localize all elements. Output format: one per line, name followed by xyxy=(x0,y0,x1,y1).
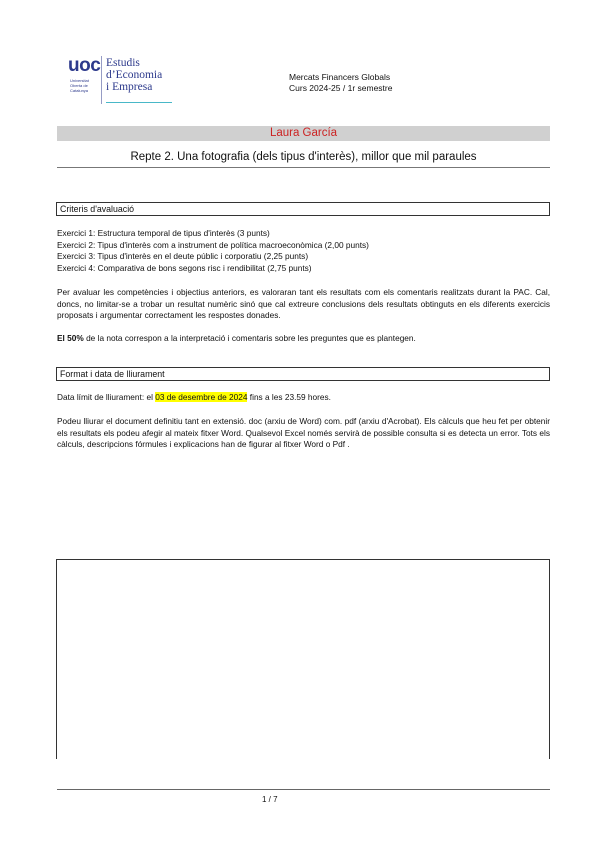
logo-faculty-name xyxy=(106,57,176,93)
criteria-paragraph: Per avaluar les competències i objectius anteriors, es valoraran tant els resultats com els comentaris realitzats durant la PAC. Cal, doncs, no limitar-se a trobar un resultat numèric sinó que cal extreure conclusions dels resultats obtinguts en els diferents exercicis proposats i argumentar correctament les respostes donades. xyxy=(57,287,550,320)
weighting-paragraph xyxy=(57,333,550,345)
criteria-heading: Criteris d'avaluació xyxy=(56,202,550,216)
page-number: 1 / 7 xyxy=(262,795,278,804)
exercise-item: Exercici 3: Tipus d'interès en el deute públic i corporatiu (2,25 punts) xyxy=(57,251,309,262)
deadline-suffix: fins a les 23.59 hores. xyxy=(247,392,331,402)
logo-name-line: i Empresa xyxy=(106,81,153,93)
logo-wordmark: uoc xyxy=(68,55,101,76)
student-name: Laura García xyxy=(57,126,550,141)
course-header xyxy=(289,72,392,94)
logo-divider xyxy=(101,56,102,104)
course-title: Mercats Financers Globals xyxy=(289,72,391,82)
deadline-date: 03 de desembre de 2024 xyxy=(155,392,248,402)
exercise-list xyxy=(57,228,550,275)
logo-name-line: d’Economia xyxy=(106,69,163,81)
weighting-bold: El 50% xyxy=(57,333,84,343)
exercise-item: Exercici 2: Tipus d'interès com a instrument de política macroeconòmica (2,00 punts) xyxy=(57,239,369,250)
logo-name-line: Estudis xyxy=(106,57,140,69)
document-title: Repte 2. Una fotografia (dels tipus d'interès), millor que mil paraules xyxy=(130,151,477,163)
empty-answer-frame xyxy=(56,559,550,759)
uoc-logo xyxy=(68,56,174,104)
deadline-line xyxy=(57,392,550,404)
logo-subtitle: Universitat Oberta de Catalunya xyxy=(70,78,89,93)
logo-underline xyxy=(106,102,172,103)
format-heading: Format i data de lliurament xyxy=(56,367,550,381)
exercise-item: Exercici 1: Estructura temporal de tipus d'interès (3 punts) xyxy=(57,228,270,238)
deadline-prefix: Data límit de lliurament: el xyxy=(57,392,156,402)
exercise-item: Exercici 4: Comparativa de bons segons risc i rendibilitat (2,75 punts) xyxy=(57,263,312,274)
course-semester: Curs 2024-25 / 1r semestre xyxy=(289,83,393,93)
weighting-text: de la nota correspon a la interpretació i comentaris sobre les preguntes que es plantegen. xyxy=(83,333,416,343)
format-paragraph: Podeu lliurar el document definitiu tant en extensió. doc (arxiu de Word) com. pdf (arxiu d'Acrobat). Els càlculs que heu fet per obtenir els resultats els podeu afegir al mateix fitxer Word. Qualsevol Excel només servirà de possible consulta si es detecta un error. Tots els càlculs, descripcions fórmules i explicacions han de figurar al fitxer Word o Pdf . xyxy=(57,416,550,449)
title-rule xyxy=(57,167,550,168)
footer-rule xyxy=(57,789,550,790)
